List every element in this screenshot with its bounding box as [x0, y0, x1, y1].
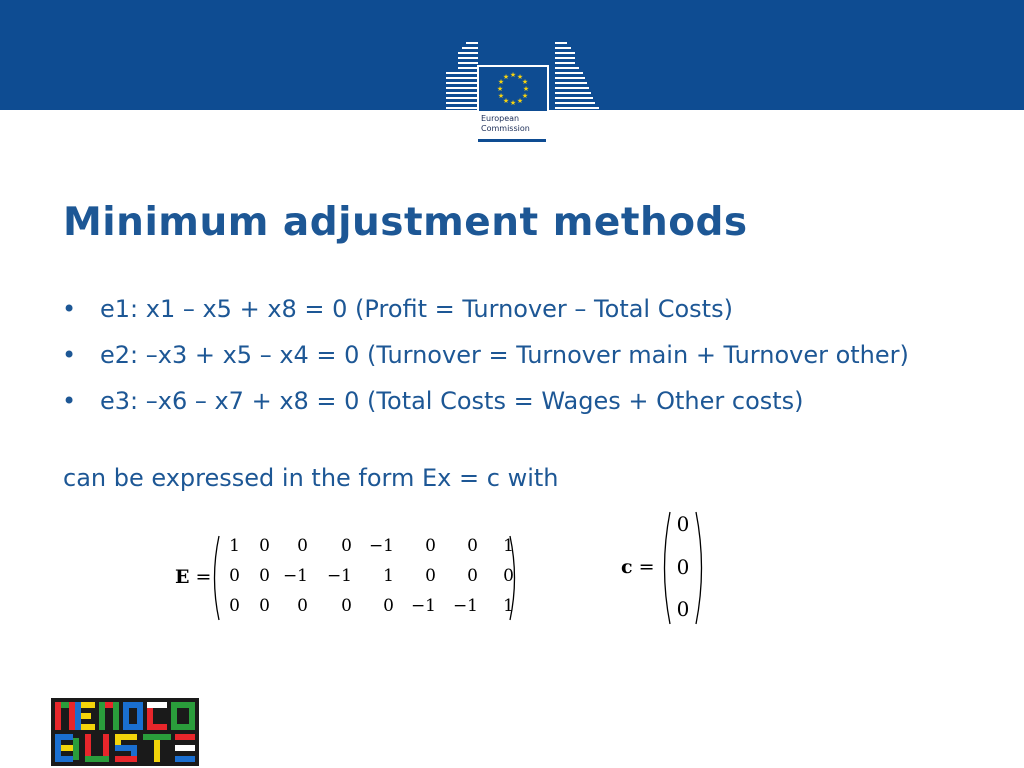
- svg-text:★: ★: [502, 97, 510, 105]
- matrix-e-entry: 0: [383, 596, 394, 616]
- matrix-e-entry: −1: [410, 596, 436, 616]
- matrix-e-entry: 0: [425, 566, 436, 586]
- matrix-e-entry: −1: [368, 536, 394, 556]
- bullet-marker: •: [62, 341, 77, 369]
- vector-c: [618, 508, 708, 628]
- matrix-e-entry: 0: [259, 596, 270, 616]
- matrix-e-symbol: E: [175, 566, 190, 588]
- vector-c-equals: =: [638, 556, 655, 578]
- matrix-e-entry: 0: [425, 536, 436, 556]
- vector-c-entry: 0: [676, 555, 690, 579]
- logo-caption: [481, 114, 530, 134]
- svg-text:★: ★: [497, 78, 505, 86]
- matrix-e-entry: 0: [297, 536, 308, 556]
- bullet-marker: •: [62, 295, 77, 323]
- matrix-e-entry: −1: [282, 566, 308, 586]
- matrix-e-entry: 0: [503, 566, 514, 586]
- bullet-item: [62, 294, 982, 325]
- bullet-item: [62, 386, 982, 417]
- matrix-e-entry: 1: [503, 596, 514, 616]
- svg-text:★: ★: [521, 92, 529, 100]
- logo-caption-line1: European: [481, 114, 520, 123]
- svg-text:★: ★: [509, 99, 517, 107]
- matrix-e-entry: 1: [503, 536, 514, 556]
- slide-title: Minimum adjustment methods: [63, 200, 748, 245]
- bullet-text: e3: –x6 – x7 + x8 = 0 (Total Costs = Wages + Other costs): [100, 387, 804, 415]
- vector-c-symbol: c: [621, 556, 633, 578]
- matrix-e-entry: 0: [259, 566, 270, 586]
- matrix-e-entry: −1: [326, 566, 352, 586]
- vector-c-brackets: [618, 508, 708, 628]
- closing-text: can be expressed in the form Ex = c with: [63, 464, 559, 492]
- matrix-e-entry: 1: [229, 536, 240, 556]
- vector-c-entry: 0: [676, 512, 690, 536]
- matrix-e-entry: 0: [259, 536, 270, 556]
- bullet-list: [62, 294, 982, 432]
- memobust-logo: [51, 698, 199, 766]
- logo-underline: [478, 139, 546, 142]
- matrix-e-entry: 0: [467, 566, 478, 586]
- matrix-e-entry: 0: [229, 566, 240, 586]
- svg-text:★: ★: [516, 97, 524, 105]
- matrix-e-entry: 0: [467, 536, 478, 556]
- matrix-e-entry: −1: [452, 596, 478, 616]
- matrix-e-entry: 0: [341, 536, 352, 556]
- matrix-e: [172, 532, 522, 624]
- svg-text:★: ★: [509, 71, 517, 79]
- svg-text:★: ★: [497, 92, 505, 100]
- bullet-text: e1: x1 – x5 + x8 = 0 (Profit = Turnover – Total Costs): [100, 295, 733, 323]
- svg-text:★: ★: [502, 73, 510, 81]
- svg-text:★: ★: [496, 85, 504, 93]
- bullet-marker: •: [62, 387, 77, 415]
- svg-text:★: ★: [522, 85, 530, 93]
- matrix-e-equals: =: [195, 566, 212, 588]
- svg-text:★: ★: [516, 73, 524, 81]
- svg-text:★: ★: [521, 78, 529, 86]
- matrix-e-entry: 0: [341, 596, 352, 616]
- matrix-e-entry: 0: [229, 596, 240, 616]
- matrix-e-entry: 1: [383, 566, 394, 586]
- bullet-text: e2: –x3 + x5 – x4 = 0 (Turnover = Turnover main + Turnover other): [100, 341, 909, 369]
- logo-caption-line2: Commission: [481, 124, 530, 133]
- matrix-e-entry: 0: [297, 596, 308, 616]
- vector-c-entry: 0: [676, 597, 690, 621]
- bullet-item: [62, 340, 982, 371]
